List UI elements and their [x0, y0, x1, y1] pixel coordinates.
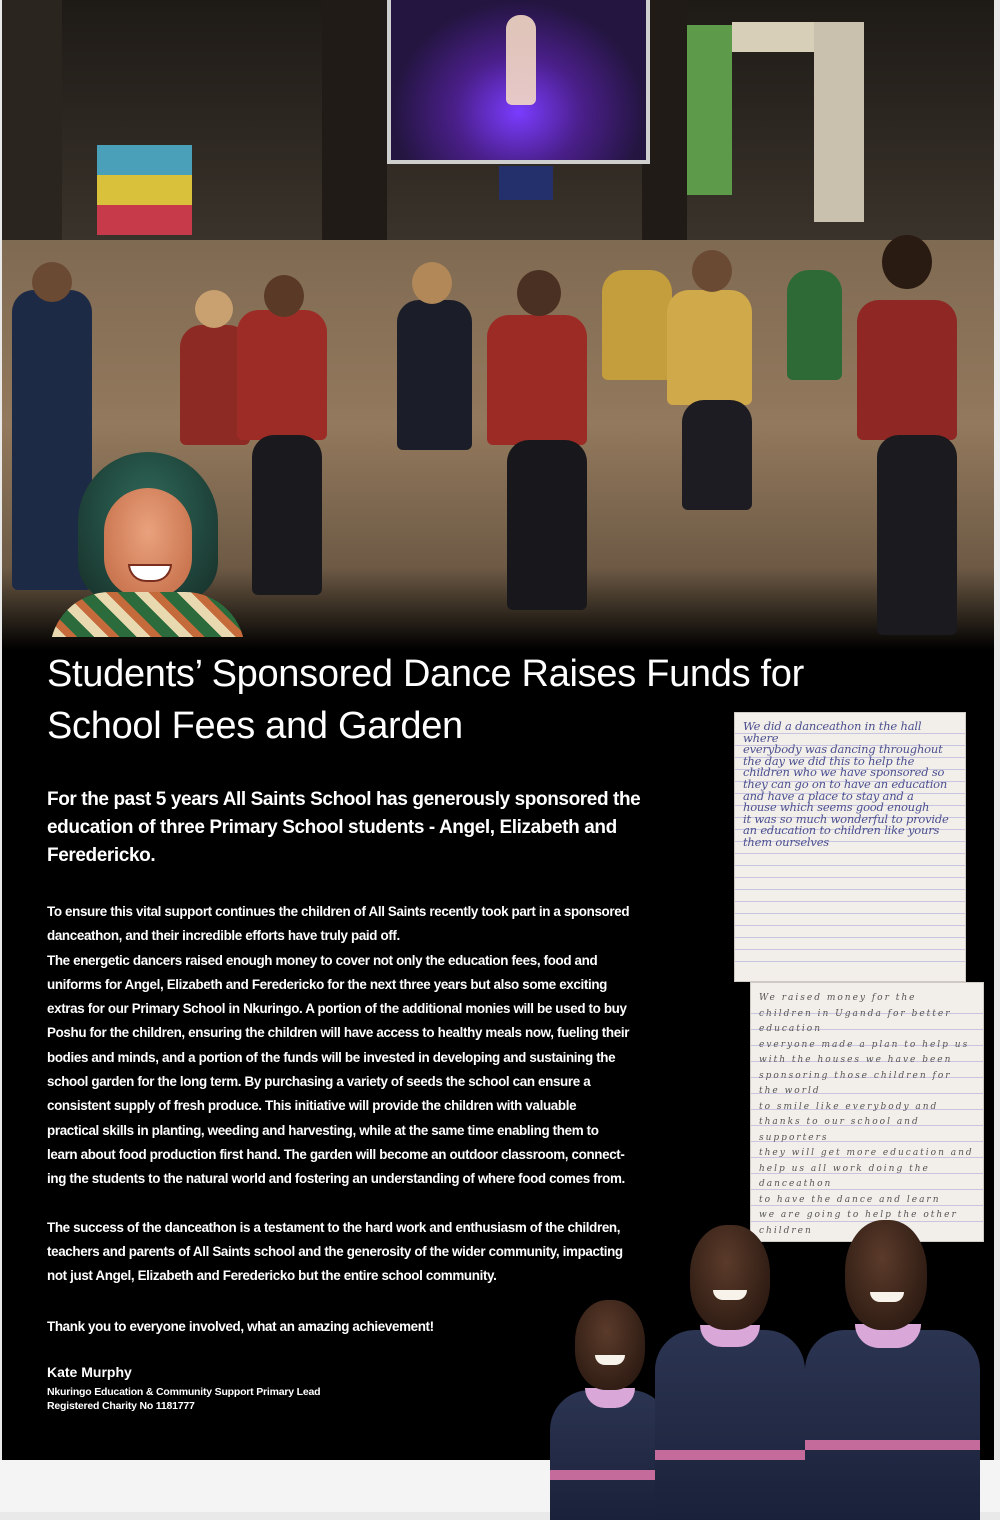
- letter-line: house which seems good enough: [743, 800, 930, 815]
- author-portrait: [50, 452, 245, 637]
- handwritten-letter-1: [734, 712, 966, 982]
- projector-screen: [387, 0, 650, 164]
- body-line: practical skills in planting, weeding and harvesting, while at the same time enabling them to: [47, 1122, 599, 1138]
- letter-line: children in Uganda for better education: [759, 1008, 952, 1034]
- intro-line-1: For the past 5 years All Saints School has generously sponsored the: [47, 789, 641, 810]
- letter-line: to have the dance and learn: [759, 1194, 941, 1205]
- thank-you-line: Thank you to everyone involved, what an amazing achievement!: [47, 1319, 434, 1334]
- body-line: The energetic dancers raised enough money to cover not only the education fees, food and: [47, 952, 598, 968]
- letter-line: they can go on to have an education: [743, 776, 948, 791]
- signoff: [47, 1319, 547, 1414]
- letter-line: children who we have sponsored so: [743, 765, 945, 780]
- letter-line: it was so much wonderful to provide: [743, 811, 949, 826]
- letter-line: they will get more education and: [759, 1148, 974, 1158]
- letter-line: an education to children like yours: [743, 823, 940, 838]
- body-line: consistent supply of fresh produce. This initiative will provide the children with valuable: [47, 1098, 577, 1114]
- headline-line-1: Students’ Sponsored Dance Raises Funds for: [47, 653, 804, 695]
- body-line: uniforms for Angel, Elizabeth and Feredericko for the next three years but also some exciting: [47, 976, 607, 992]
- letter-line: to smile like everybody and: [759, 1101, 939, 1112]
- letter-line: thanks to our school and supporters: [759, 1117, 920, 1143]
- closing-line: not just Angel, Elizabeth and Feredericko but the entire school community.: [47, 1268, 497, 1284]
- letter-line: children: [759, 1225, 813, 1236]
- headline-line-2: School Fees and Garden: [47, 705, 463, 747]
- handwritten-letter-2: [750, 982, 984, 1242]
- body-line: ing the students to the natural world and fostering an understanding of where food comes from.: [47, 1171, 625, 1187]
- letter-1-text: [743, 721, 957, 849]
- letter-line: We raised money for the: [759, 993, 917, 1003]
- letter-line: everybody was dancing throughout: [743, 742, 943, 757]
- article-intro: [47, 786, 687, 870]
- letter-line: We did a danceathon in the hall where: [743, 719, 922, 745]
- letter-line: everyone made a plan to help us: [759, 1039, 970, 1050]
- closing-line: The success of the danceathon is a testament to the hard work and enthusiasm of the children,: [47, 1219, 621, 1235]
- letter-line: help us all work doing the danceathon: [759, 1163, 930, 1189]
- body-line: learn about food production first hand. The garden will become an outdoor classroom, connect-: [47, 1146, 625, 1162]
- letter-line: with the houses we have been: [759, 1055, 953, 1065]
- charity-number: Registered Charity No 1181777: [47, 1400, 195, 1412]
- body-line: To ensure this vital support continues the children of All Saints recently took part in a sponsored: [47, 904, 630, 919]
- body-line: bodies and minds, and a portion of the funds will be invested in developing and sustaining the: [47, 1049, 616, 1065]
- letter-2-text: [759, 991, 975, 1239]
- letter-line: we are going to help the other: [759, 1210, 958, 1220]
- author-role: Nkuringo Education & Community Support Primary Lead: [47, 1386, 321, 1398]
- article-headline: [47, 648, 807, 752]
- body-line: Poshu for the children, ensuring the children will have access to healthy meals now, fueling their: [47, 1025, 630, 1041]
- closing-line: teachers and parents of All Saints school and the generosity of the wider community, impacting: [47, 1243, 623, 1259]
- cross-banner: [499, 166, 553, 200]
- sponsored-students-photo: [560, 1220, 990, 1512]
- letter-line: sponsoring those children for the world: [759, 1070, 952, 1096]
- letter-line: and have a place to stay and a: [743, 788, 914, 803]
- intro-line-2: education of three Primary School students - Angel, Elizabeth and: [47, 817, 617, 838]
- body-line: school garden for the long term. By purchasing a variety of seeds the school can ensure a: [47, 1074, 591, 1090]
- body-line: extras for our Primary School in Nkuringo. A portion of the additional monies will be used to buy: [47, 1001, 627, 1017]
- author-name: Kate Murphy: [47, 1364, 132, 1380]
- letter-line: them ourselves: [743, 834, 830, 849]
- body-line: danceathon, and their incredible efforts have truly paid off.: [47, 928, 400, 944]
- letter-line: the day we did this to help the: [743, 753, 915, 768]
- intro-line-3: Feredericko.: [47, 845, 156, 866]
